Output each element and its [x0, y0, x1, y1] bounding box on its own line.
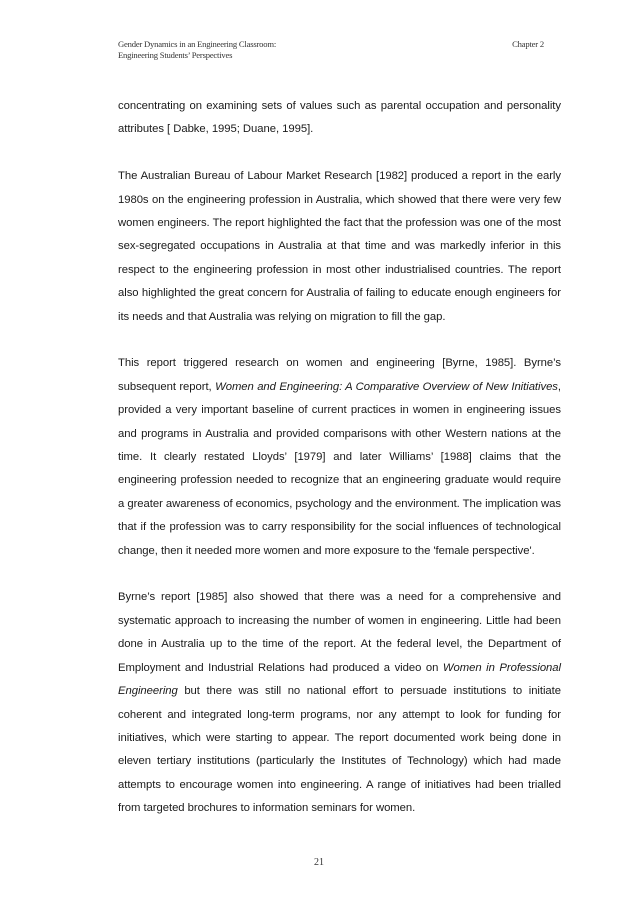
running-title-line-1: Gender Dynamics in an Engineering Classroom: [118, 39, 277, 49]
paragraph [118, 165, 561, 329]
paragraph [118, 352, 561, 563]
paragraph-text: , provided a very important baseline of current practices in women in engineering issues and programs in Australia and provided comparisons with other Western nations at the time. It clearly restated Lloyds’ [1979] and later Williams’ [1988] claims that the engineering profession needed to recognize that an engineering graduate would require a greater awareness of economics, psychology and the environment. The implication was that if the profession was to carry responsibility for the social influences of technological change, then it needed more women and more exposure to the 'female perspective'. [118, 380, 561, 557]
running-title-line-2: Engineering Students’ Perspectives [118, 50, 233, 60]
paragraph-text: This report triggered research on women and engineering [Byrne, 1985]. Byrne’s subsequent report, [118, 357, 561, 393]
paragraph-text: concentrating on examining sets of values such as parental occupation and personality attributes [ Dabke, 1995; Duane, 1995]. [118, 100, 561, 136]
paragraph-text: but there was still no national effort to persuade institutions to initiate coherent and integrated long-term programs, nor any attempt to look for funding for initiatives, which were starting to appear. The report documented work being done in eleven tertiary institutions (particularly the Institutes of Technology) which had made attempts to encourage women into engineering. A range of initiatives had been trialled from targeted brochures to information seminars for women. [118, 685, 561, 815]
paragraph [118, 586, 561, 820]
page-number: 21 [314, 857, 324, 868]
running-title [118, 39, 544, 61]
book-title: Women and Engineering: A Comparative Overview of New Initiatives [215, 380, 558, 393]
paragraph-text: Byrne’s report [1985] also showed that there was a need for a comprehensive and systematic approach to increasing the number of women in engineering. Little had been done in Australia up to the time of the report. At the federal level, the Department of Employment and Industrial Relations had produced a video on [118, 591, 561, 674]
paragraph-text: The Australian Bureau of Labour Market Research [1982] produced a report in the early 1980s on the engineering profession in Australia, which showed that there were very few women engineers. The report highlighted the fact that the profession was one of the most sex-segregated occupations in Australia at that time and was markedly inferior in this respect to the engineering profession in most other industrialised countries. The report also highlighted the great concern for Australia of failing to educate enough engineers for its needs and that Australia was relying on migration to fill the gap. [118, 170, 561, 323]
page-header [118, 39, 544, 61]
video-title: Women in Professional Engineering [118, 661, 561, 698]
paragraph [118, 95, 561, 142]
chapter-label: Chapter 2 [512, 39, 544, 49]
body-text [118, 95, 561, 844]
